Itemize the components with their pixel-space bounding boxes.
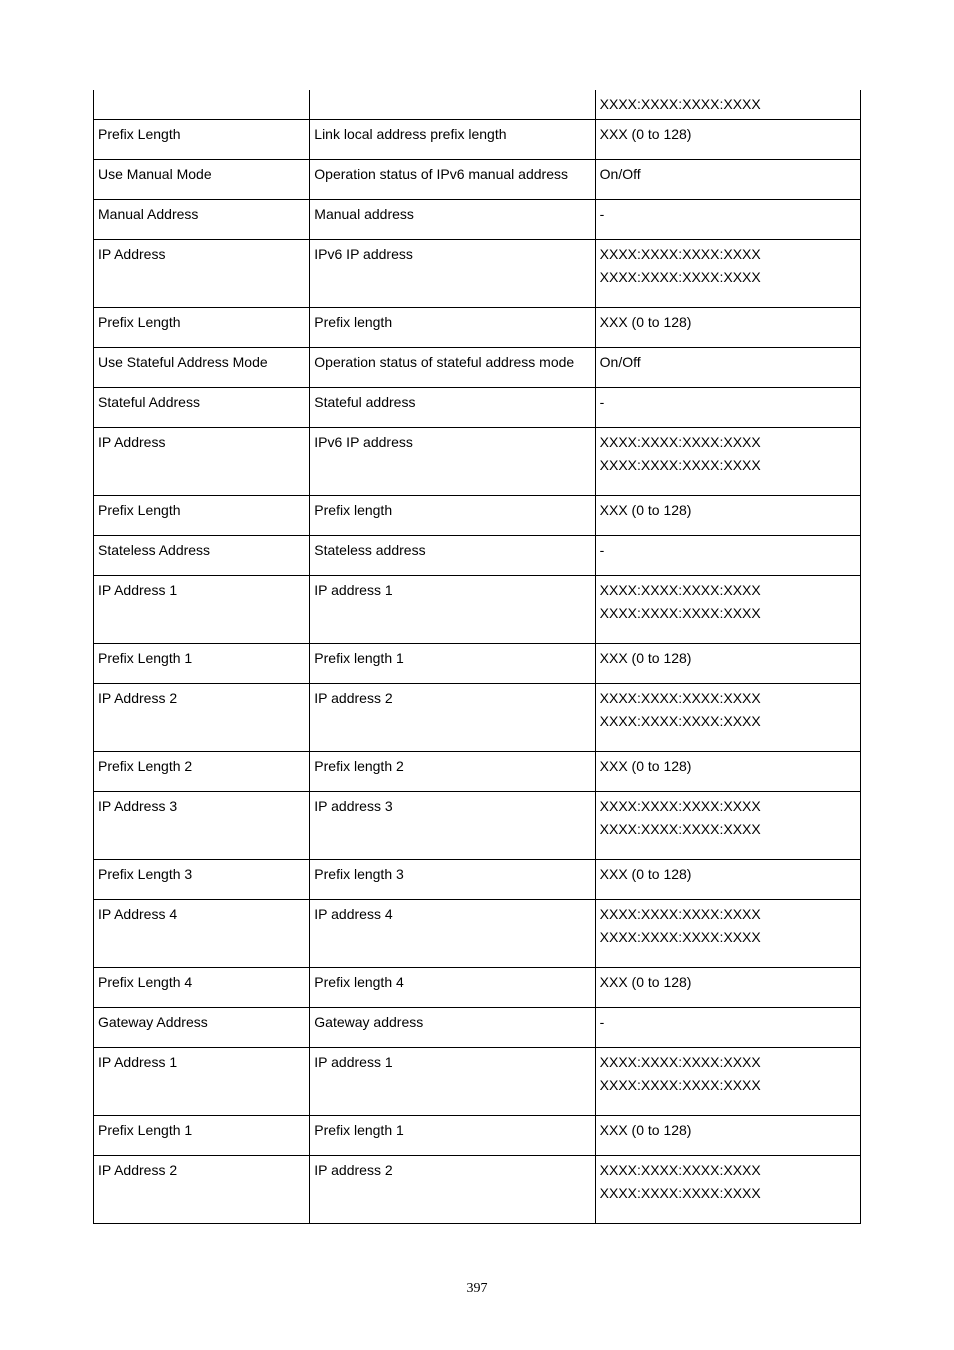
setting-description: IP address 1 bbox=[314, 1054, 393, 1070]
setting-name-cell bbox=[94, 348, 310, 388]
table-row bbox=[94, 1156, 861, 1224]
table-row bbox=[94, 120, 861, 160]
setting-value: XXXX:XXXX:XXXX:XXXX bbox=[599, 246, 761, 262]
setting-name-cell bbox=[94, 428, 310, 496]
setting-name: Prefix Length bbox=[98, 126, 181, 142]
value-cell bbox=[595, 388, 860, 428]
description-cell bbox=[310, 1156, 595, 1224]
table-row bbox=[94, 576, 861, 644]
setting-value: - bbox=[599, 1014, 605, 1030]
setting-name: IP Address 2 bbox=[98, 1162, 178, 1178]
setting-name-cell bbox=[94, 90, 310, 120]
setting-value: - bbox=[599, 394, 605, 410]
table-row bbox=[94, 160, 861, 200]
setting-value: XXXX:XXXX:XXXX:XXXX bbox=[599, 1054, 761, 1070]
setting-value: XXX (0 to 128) bbox=[599, 1122, 692, 1138]
setting-name-cell bbox=[94, 792, 310, 860]
setting-description bbox=[314, 90, 590, 119]
setting-name: Gateway Address bbox=[98, 1014, 208, 1030]
table-row bbox=[94, 644, 861, 684]
value-cell bbox=[595, 90, 860, 120]
setting-value: XXX (0 to 128) bbox=[599, 758, 692, 774]
setting-name: Prefix Length 3 bbox=[98, 866, 193, 882]
settings-table-body bbox=[94, 90, 861, 1224]
setting-value: XXX (0 to 128) bbox=[599, 650, 692, 666]
value-cell bbox=[595, 900, 860, 968]
setting-name: IP Address 2 bbox=[98, 690, 178, 706]
setting-description: IP address 2 bbox=[314, 690, 393, 706]
setting-name-cell bbox=[94, 1156, 310, 1224]
table-row bbox=[94, 90, 861, 120]
setting-name: Use Manual Mode bbox=[98, 166, 212, 182]
description-cell bbox=[310, 160, 595, 200]
table-row bbox=[94, 388, 861, 428]
setting-name-cell bbox=[94, 900, 310, 968]
table-row bbox=[94, 348, 861, 388]
setting-description: Stateless address bbox=[314, 542, 426, 558]
value-cell bbox=[595, 536, 860, 576]
setting-description: Operation status of IPv6 manual address bbox=[314, 166, 568, 182]
value-cell bbox=[595, 348, 860, 388]
setting-description: IPv6 IP address bbox=[314, 246, 413, 262]
value-cell bbox=[595, 968, 860, 1008]
description-cell bbox=[310, 200, 595, 240]
setting-name-cell bbox=[94, 1116, 310, 1156]
value-cell bbox=[595, 684, 860, 752]
setting-name: Prefix Length 1 bbox=[98, 650, 193, 666]
setting-value: On/Off bbox=[599, 166, 641, 182]
value-cell bbox=[595, 308, 860, 348]
setting-value: XXX (0 to 128) bbox=[599, 126, 692, 142]
setting-value: XXX (0 to 128) bbox=[599, 866, 692, 882]
setting-name-cell bbox=[94, 644, 310, 684]
setting-description: Stateful address bbox=[314, 394, 416, 410]
setting-description: Prefix length 3 bbox=[314, 866, 404, 882]
setting-description: IPv6 IP address bbox=[314, 434, 413, 450]
value-cell bbox=[595, 428, 860, 496]
setting-name-cell bbox=[94, 240, 310, 308]
value-cell bbox=[595, 496, 860, 536]
value-cell bbox=[595, 240, 860, 308]
setting-description: Prefix length 1 bbox=[314, 1122, 404, 1138]
setting-value: XXXX:XXXX:XXXX:XXXX bbox=[599, 821, 761, 837]
table-row bbox=[94, 968, 861, 1008]
table-row bbox=[94, 752, 861, 792]
value-cell bbox=[595, 644, 860, 684]
setting-name-cell bbox=[94, 860, 310, 900]
description-cell bbox=[310, 428, 595, 496]
table-row bbox=[94, 428, 861, 496]
setting-description: IP address 2 bbox=[314, 1162, 393, 1178]
setting-description: Prefix length bbox=[314, 314, 393, 330]
setting-name-cell bbox=[94, 752, 310, 792]
table-row bbox=[94, 536, 861, 576]
table-row bbox=[94, 308, 861, 348]
setting-name: Prefix Length 2 bbox=[98, 758, 193, 774]
value-cell bbox=[595, 860, 860, 900]
setting-value: XXXX:XXXX:XXXX:XXXX bbox=[599, 269, 761, 285]
setting-description: Prefix length 1 bbox=[314, 650, 404, 666]
setting-value: XXX (0 to 128) bbox=[599, 502, 692, 518]
value-cell bbox=[595, 1048, 860, 1116]
setting-name: IP Address 1 bbox=[98, 1054, 178, 1070]
description-cell bbox=[310, 860, 595, 900]
setting-name-cell bbox=[94, 388, 310, 428]
setting-name-cell bbox=[94, 308, 310, 348]
setting-description: Prefix length 4 bbox=[314, 974, 404, 990]
description-cell bbox=[310, 388, 595, 428]
setting-value: XXX (0 to 128) bbox=[599, 314, 692, 330]
setting-value: - bbox=[599, 206, 605, 222]
table-row bbox=[94, 860, 861, 900]
description-cell bbox=[310, 644, 595, 684]
setting-description: Operation status of stateful address mode bbox=[314, 354, 575, 370]
setting-description: IP address 1 bbox=[314, 582, 393, 598]
description-cell bbox=[310, 240, 595, 308]
setting-name: Prefix Length 1 bbox=[98, 1122, 193, 1138]
description-cell bbox=[310, 496, 595, 536]
table-row bbox=[94, 200, 861, 240]
setting-value: XXXX:XXXX:XXXX:XXXX bbox=[599, 798, 761, 814]
setting-value: XXXX:XXXX:XXXX:XXXX bbox=[599, 96, 761, 112]
setting-name-cell bbox=[94, 1048, 310, 1116]
table-row bbox=[94, 1048, 861, 1116]
setting-name: Stateless Address bbox=[98, 542, 211, 558]
setting-value: XXXX:XXXX:XXXX:XXXX bbox=[599, 434, 761, 450]
setting-name-cell bbox=[94, 968, 310, 1008]
description-cell bbox=[310, 536, 595, 576]
value-cell bbox=[595, 1156, 860, 1224]
setting-name-cell bbox=[94, 200, 310, 240]
table-row bbox=[94, 684, 861, 752]
description-cell bbox=[310, 684, 595, 752]
setting-name-cell bbox=[94, 496, 310, 536]
setting-name: IP Address bbox=[98, 434, 166, 450]
table-row bbox=[94, 240, 861, 308]
setting-name: IP Address 1 bbox=[98, 582, 178, 598]
value-cell bbox=[595, 120, 860, 160]
description-cell bbox=[310, 348, 595, 388]
setting-value: XXXX:XXXX:XXXX:XXXX bbox=[599, 929, 761, 945]
setting-name-cell bbox=[94, 576, 310, 644]
setting-description: IP address 4 bbox=[314, 906, 393, 922]
setting-value: XXXX:XXXX:XXXX:XXXX bbox=[599, 582, 761, 598]
setting-name-cell bbox=[94, 1008, 310, 1048]
value-cell bbox=[595, 792, 860, 860]
description-cell bbox=[310, 968, 595, 1008]
setting-description: Prefix length bbox=[314, 502, 393, 518]
description-cell bbox=[310, 576, 595, 644]
setting-name: Prefix Length bbox=[98, 502, 181, 518]
setting-description: Gateway address bbox=[314, 1014, 424, 1030]
setting-name: IP Address 3 bbox=[98, 798, 178, 814]
setting-value: XXXX:XXXX:XXXX:XXXX bbox=[599, 457, 761, 473]
table-row bbox=[94, 496, 861, 536]
setting-name: Prefix Length bbox=[98, 314, 181, 330]
description-cell bbox=[310, 120, 595, 160]
setting-name: Prefix Length 4 bbox=[98, 974, 193, 990]
setting-description: IP address 3 bbox=[314, 798, 393, 814]
table-row bbox=[94, 1008, 861, 1048]
value-cell bbox=[595, 576, 860, 644]
setting-description: Link local address prefix length bbox=[314, 126, 507, 142]
setting-value: XXX (0 to 128) bbox=[599, 974, 692, 990]
setting-description: Manual address bbox=[314, 206, 414, 222]
settings-table bbox=[93, 90, 861, 1224]
setting-name: Manual Address bbox=[98, 206, 199, 222]
table-row bbox=[94, 792, 861, 860]
value-cell bbox=[595, 160, 860, 200]
table-row bbox=[94, 900, 861, 968]
value-cell bbox=[595, 200, 860, 240]
setting-name: IP Address 4 bbox=[98, 906, 178, 922]
setting-value: On/Off bbox=[599, 354, 641, 370]
value-cell bbox=[595, 1008, 860, 1048]
description-cell bbox=[310, 1008, 595, 1048]
setting-value: XXXX:XXXX:XXXX:XXXX bbox=[599, 713, 761, 729]
setting-description: Prefix length 2 bbox=[314, 758, 404, 774]
table-row bbox=[94, 1116, 861, 1156]
setting-name bbox=[98, 90, 305, 119]
setting-name: IP Address bbox=[98, 246, 166, 262]
value-cell bbox=[595, 752, 860, 792]
description-cell bbox=[310, 90, 595, 120]
description-cell bbox=[310, 308, 595, 348]
description-cell bbox=[310, 900, 595, 968]
setting-name-cell bbox=[94, 120, 310, 160]
setting-name-cell bbox=[94, 536, 310, 576]
setting-name: Use Stateful Address Mode bbox=[98, 354, 268, 370]
description-cell bbox=[310, 1116, 595, 1156]
setting-name: Stateful Address bbox=[98, 394, 200, 410]
setting-name-cell bbox=[94, 160, 310, 200]
setting-value: XXXX:XXXX:XXXX:XXXX bbox=[599, 1077, 761, 1093]
description-cell bbox=[310, 752, 595, 792]
page-number: 397 bbox=[466, 1281, 488, 1296]
setting-name-cell bbox=[94, 684, 310, 752]
description-cell bbox=[310, 792, 595, 860]
value-cell bbox=[595, 1116, 860, 1156]
setting-value: XXXX:XXXX:XXXX:XXXX bbox=[599, 906, 761, 922]
setting-value: XXXX:XXXX:XXXX:XXXX bbox=[599, 1162, 761, 1178]
description-cell bbox=[310, 1048, 595, 1116]
setting-value: XXXX:XXXX:XXXX:XXXX bbox=[599, 1185, 761, 1201]
setting-value: - bbox=[599, 542, 605, 558]
setting-value: XXXX:XXXX:XXXX:XXXX bbox=[599, 690, 761, 706]
setting-value: XXXX:XXXX:XXXX:XXXX bbox=[599, 605, 761, 621]
